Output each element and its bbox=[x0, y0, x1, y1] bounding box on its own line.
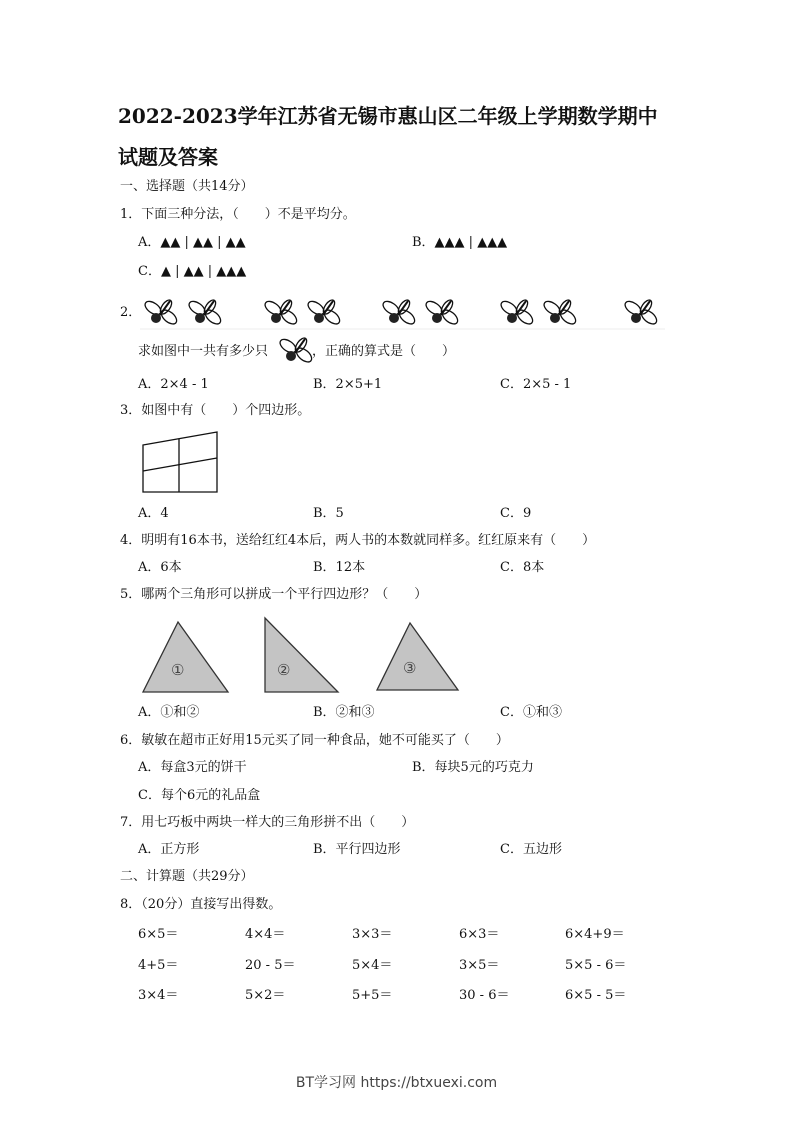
q7-option-b: B．平行四边形 bbox=[313, 842, 401, 857]
triangle-1-label: ① bbox=[171, 661, 185, 679]
q2-stem-a: 求如图中一共有多少只 bbox=[138, 344, 269, 359]
q5-option-a: A．①和② bbox=[138, 705, 200, 720]
section-2-heading: 二、计算题（共29分） bbox=[120, 869, 254, 884]
q3-option-a: A．4 bbox=[138, 506, 169, 521]
triangle-2 bbox=[265, 618, 338, 692]
triangle-3 bbox=[377, 623, 458, 690]
q7-option-c: C．五边形 bbox=[500, 842, 562, 857]
calc-item: 5+5＝ bbox=[352, 988, 393, 1003]
q4-option-a: A．6本 bbox=[138, 560, 182, 575]
calc-item: 4+5＝ bbox=[138, 958, 179, 973]
calc-item: 5×5 - 6＝ bbox=[565, 958, 627, 973]
triangles bbox=[143, 618, 458, 692]
q3-stem: 3．如图中有（ ）个四边形。 bbox=[120, 403, 311, 418]
q7-stem: 7．用七巧板中两块一样大的三角形拼不出（ ） bbox=[120, 815, 415, 830]
calc-item: 5×4＝ bbox=[352, 958, 393, 973]
q2-option-c: C．2×5 - 1 bbox=[500, 377, 572, 392]
dragonfly-row bbox=[143, 298, 659, 326]
q6-option-a: A．每盒3元的饼干 bbox=[138, 760, 247, 775]
footer-watermark: BT学习网 https://btxuexi.com bbox=[295, 1075, 498, 1091]
quadrilateral-figure bbox=[143, 432, 217, 492]
calc-item: 20 - 5＝ bbox=[245, 958, 296, 973]
calc-item: 5×2＝ bbox=[245, 988, 286, 1003]
title-line-2: 试题及答案 bbox=[118, 145, 218, 169]
q6-option-c: C．每个6元的礼品盒 bbox=[138, 788, 261, 803]
q1-option-a: A．▲▲ | ▲▲ | ▲▲ bbox=[138, 235, 246, 250]
q6-stem: 6．敏敏在超市正好用15元买了同一种食品，她不可能买了（ ） bbox=[120, 733, 509, 748]
q2-option-b: B．2×5+1 bbox=[313, 377, 383, 392]
calc-item: 3×3＝ bbox=[352, 927, 393, 942]
q1-option-c: C．▲ | ▲▲ | ▲▲▲ bbox=[138, 264, 247, 279]
calc-item: 4×4＝ bbox=[245, 927, 286, 942]
q8-stem: 8．（20分）直接写出得数。 bbox=[120, 897, 282, 912]
q3-option-c: C．9 bbox=[500, 506, 532, 521]
calc-item: 6×5 - 5＝ bbox=[565, 988, 627, 1003]
q7-option-a: A．正方形 bbox=[138, 842, 200, 857]
q2-option-a: A．2×4 - 1 bbox=[138, 377, 209, 392]
q4-option-b: B．12本 bbox=[313, 560, 366, 575]
title-line-1: 2022-2023学年江苏省无锡市惠山区二年级上学期数学期中 bbox=[118, 104, 658, 128]
triangle-1 bbox=[143, 622, 228, 692]
q5-option-b: B．②和③ bbox=[313, 705, 375, 720]
calc-item: 6×5＝ bbox=[138, 927, 179, 942]
q4-option-c: C．8本 bbox=[500, 560, 545, 575]
q3-option-b: B．5 bbox=[313, 506, 344, 521]
dragonfly-icon bbox=[278, 336, 314, 364]
q5-stem: 5．哪两个三角形可以拼成一个平行四边形？（ ） bbox=[120, 587, 428, 602]
calc-item: 30 - 6＝ bbox=[459, 988, 510, 1003]
q1-stem: 1．下面三种分法，（ ）不是平均分。 bbox=[120, 207, 356, 222]
q5-option-c: C．①和③ bbox=[500, 705, 562, 720]
q2-number: 2． bbox=[120, 305, 142, 320]
calc-item: 6×3＝ bbox=[459, 927, 500, 942]
q4-stem: 4．明明有16本书，送给红红4本后，两人书的本数就同样多。红红原来有（ ） bbox=[120, 533, 596, 548]
q6-option-b: B．每块5元的巧克力 bbox=[412, 760, 534, 775]
calc-item: 3×5＝ bbox=[459, 958, 500, 973]
q2-stem-b: ，正确的算式是（ ） bbox=[312, 344, 456, 359]
section-1-heading: 一、选择题（共14分） bbox=[120, 179, 254, 194]
calc-item: 6×4+9＝ bbox=[565, 927, 625, 942]
calc-item: 3×4＝ bbox=[138, 988, 179, 1003]
triangle-3-label: ③ bbox=[403, 659, 417, 677]
q1-option-b: B．▲▲▲ | ▲▲▲ bbox=[412, 235, 508, 250]
triangle-2-label: ② bbox=[277, 661, 291, 679]
